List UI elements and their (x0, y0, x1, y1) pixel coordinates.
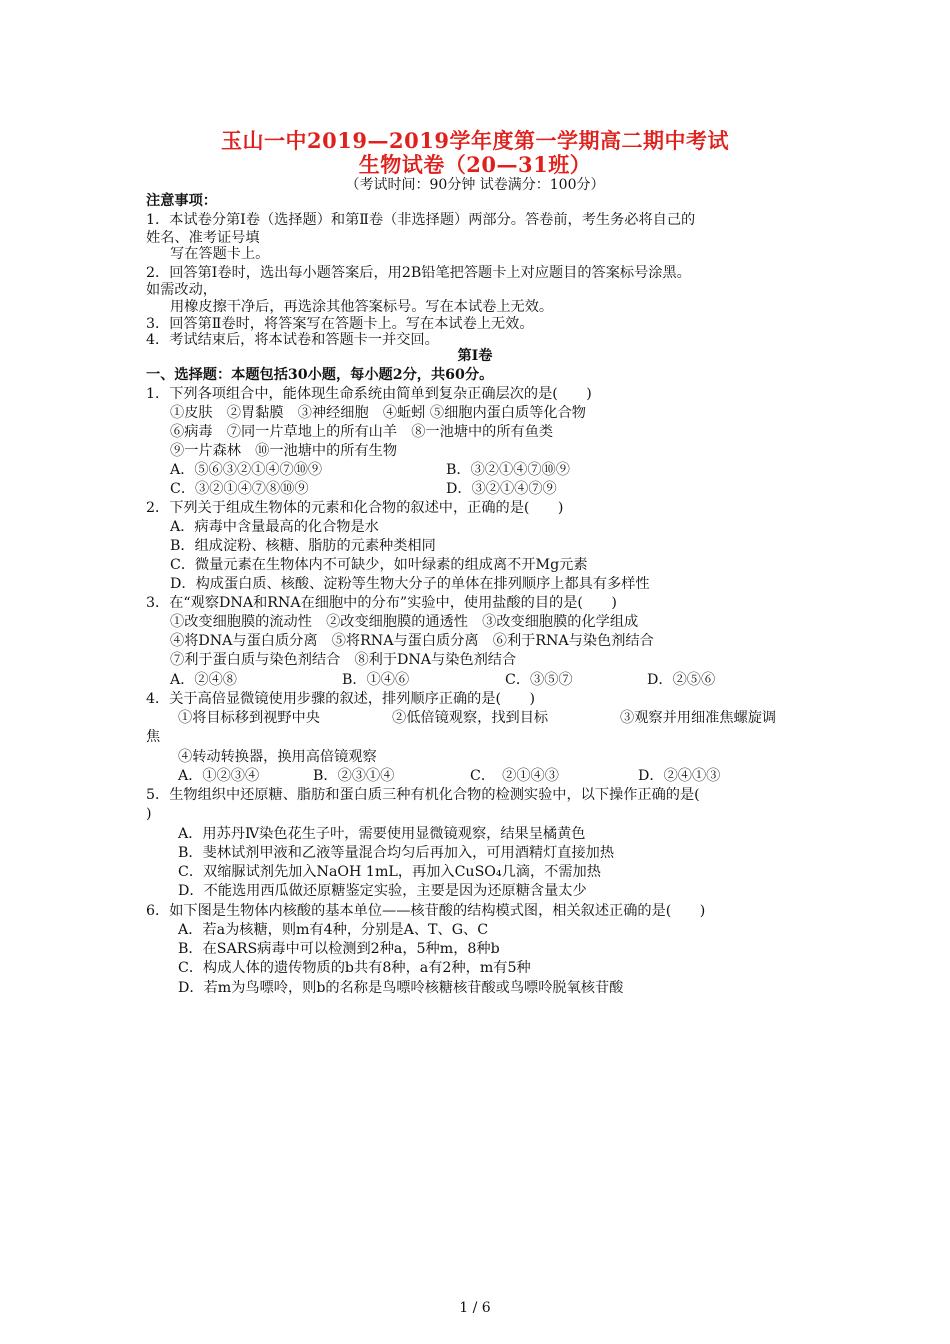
question-item-line: ⑨一片森林 ⑩一池塘中的所有生物 (170, 443, 398, 459)
question-item-line: ②低倍镜观察，找到目标 (392, 710, 549, 726)
option-d: D．③②①④⑦⑨ (446, 481, 557, 497)
option-c: C．③⑤⑦ (505, 672, 573, 688)
question-stem: 3．在“观察DNA和RNA在细胞中的分布”实验中，使用盐酸的目的是( ) (146, 595, 617, 611)
option-a: A．若a为核糖，则m有4种，分别是A、T、G、C (178, 922, 489, 938)
question-item-line: ①将目标移到视野中央 (178, 710, 320, 726)
option-d: D．不能选用西瓜做还原糖鉴定实验，主要是因为还原糖含量太少 (178, 883, 587, 899)
question-stem: 5．生物组织中还原糖、脂肪和蛋白质三种有机化合物的检测实验中，以下操作正确的是( (146, 787, 700, 803)
section-heading: 一、选择题：本题包括30小题，每小题2分，共60分。 (146, 367, 494, 383)
option-b: B．组成淀粉、核糖、脂肪的元素种类相同 (170, 538, 436, 554)
question-stem: 4．关于高倍显微镜使用步骤的叙述，排列顺序正确的是( ) (146, 691, 535, 707)
option-a: A．用苏丹Ⅳ染色花生子叶，需要使用显微镜观察，结果呈橘黄色 (178, 826, 586, 842)
question-item-line: ④转动转换器，换用高倍镜观察 (178, 749, 377, 765)
question-stem-cont: ) (146, 806, 152, 822)
note-4: 4．考试结束后，将本试卷和答题卡一并交回。 (146, 332, 439, 348)
question-stem: 1．下列各项组合中，能体现生命系统由简单到复杂正确层次的是( ) (146, 386, 592, 402)
part-heading: 第Ⅰ卷 (457, 348, 493, 364)
option-d: D．构成蛋白质、核酸、淀粉等生物大分子的单体在排列顺序上都具有多样性 (170, 576, 650, 592)
question-item-line: 焦 (146, 729, 161, 745)
option-a: A．病毒中含量最高的化合物是水 (170, 519, 379, 535)
option-d: D．若m为鸟嘌呤，则b的名称是鸟嘌呤核糖核苷酸或鸟嘌呤脱氧核苷酸 (178, 980, 624, 996)
option-c: C．微量元素在生物体内不可缺少，如叶绿素的组成离不开Mg元素 (170, 557, 588, 573)
option-c: C．③②①④⑦⑧⑩⑨ (170, 481, 309, 497)
note-2-cont: 用橡皮擦干净后，再选涂其他答案标号。写在本试卷上无效。 (170, 299, 554, 315)
option-c: C． ②①④③ (470, 768, 559, 784)
option-b: B．②③①④ (313, 768, 395, 784)
question-stem: 6．如下图是生物体内核酸的基本单位——核苷酸的结构模式图，相关叙述正确的是( ) (146, 903, 706, 919)
note-1-cont: 姓名、准考证号填 (146, 230, 260, 246)
question-item-line: ①皮肤 ②胃黏膜 ③神经细胞 ④蚯蚓 ⑤细胞内蛋白质等化合物 (170, 405, 586, 421)
note-2: 2．回答第Ⅰ卷时，选出每小题答案后，用2B铅笔把答题卡上对应题目的答案标号涂黑。 (146, 265, 691, 281)
note-3: 3．回答第Ⅱ卷时，将答案写在答题卡上。写在本试卷上无效。 (146, 316, 534, 332)
option-c: C．双缩脲试剂先加入NaOH 1mL，再加入CuSO₄几滴，不需加热 (178, 864, 601, 880)
question-item-line: ④将DNA与蛋白质分离 ⑤将RNA与蛋白质分离 ⑥利于RNA与染色剂结合 (170, 633, 654, 649)
question-item-line: ⑥病毒 ⑦同一片草地上的所有山羊 ⑧一池塘中的所有鱼类 (170, 424, 554, 440)
option-b: B．在SARS病毒中可以检测到2种a，5种m，8种b (178, 941, 500, 957)
notes-heading: 注意事项： (146, 193, 217, 209)
option-a: A．⑤⑥③②①④⑦⑩⑨ (170, 462, 323, 478)
exam-info: （考试时间：90分钟 试卷满分：100分） (345, 177, 605, 193)
option-b: B．③②①④⑦⑩⑨ (446, 462, 570, 478)
question-item-line: ⑦利于蛋白质与染色剂结合 ⑧利于DNA与染色剂结合 (170, 652, 517, 668)
note-2-cont: 如需改动， (146, 282, 217, 298)
question-stem: 2．下列关于组成生物体的元素和化合物的叙述中，正确的是( ) (146, 500, 564, 516)
option-d: D．②⑤⑥ (647, 672, 716, 688)
question-item-line: ③观察并用细准焦螺旋调 (620, 710, 777, 726)
option-d: D．②④①③ (638, 768, 721, 784)
option-c: C．构成人体的遗传物质的b共有8种，a有2种，m有5种 (178, 960, 531, 976)
exam-subtitle: 生物试卷（20—31班） (358, 152, 592, 177)
note-1-cont: 写在答题卡上。 (170, 246, 270, 262)
option-b: B．斐林试剂甲液和乙液等量混合均匀后再加入，可用酒精灯直接加热 (178, 845, 615, 861)
exam-title: 玉山一中2019—2019学年度第一学期高二期中考试 (221, 128, 729, 153)
note-1: 1．本试卷分第Ⅰ卷（选择题）和第Ⅱ卷（非选择题）两部分。答卷前，考生务必将自己的 (146, 212, 696, 228)
option-b: B．①④⑥ (342, 672, 410, 688)
question-item-line: ①改变细胞膜的流动性 ②改变细胞膜的通透性 ③改变细胞膜的化学组成 (170, 614, 639, 630)
option-a: A．①②③④ (178, 768, 260, 784)
option-a: A．②④⑧ (170, 672, 237, 688)
page-number: 1 / 6 (459, 1300, 491, 1316)
